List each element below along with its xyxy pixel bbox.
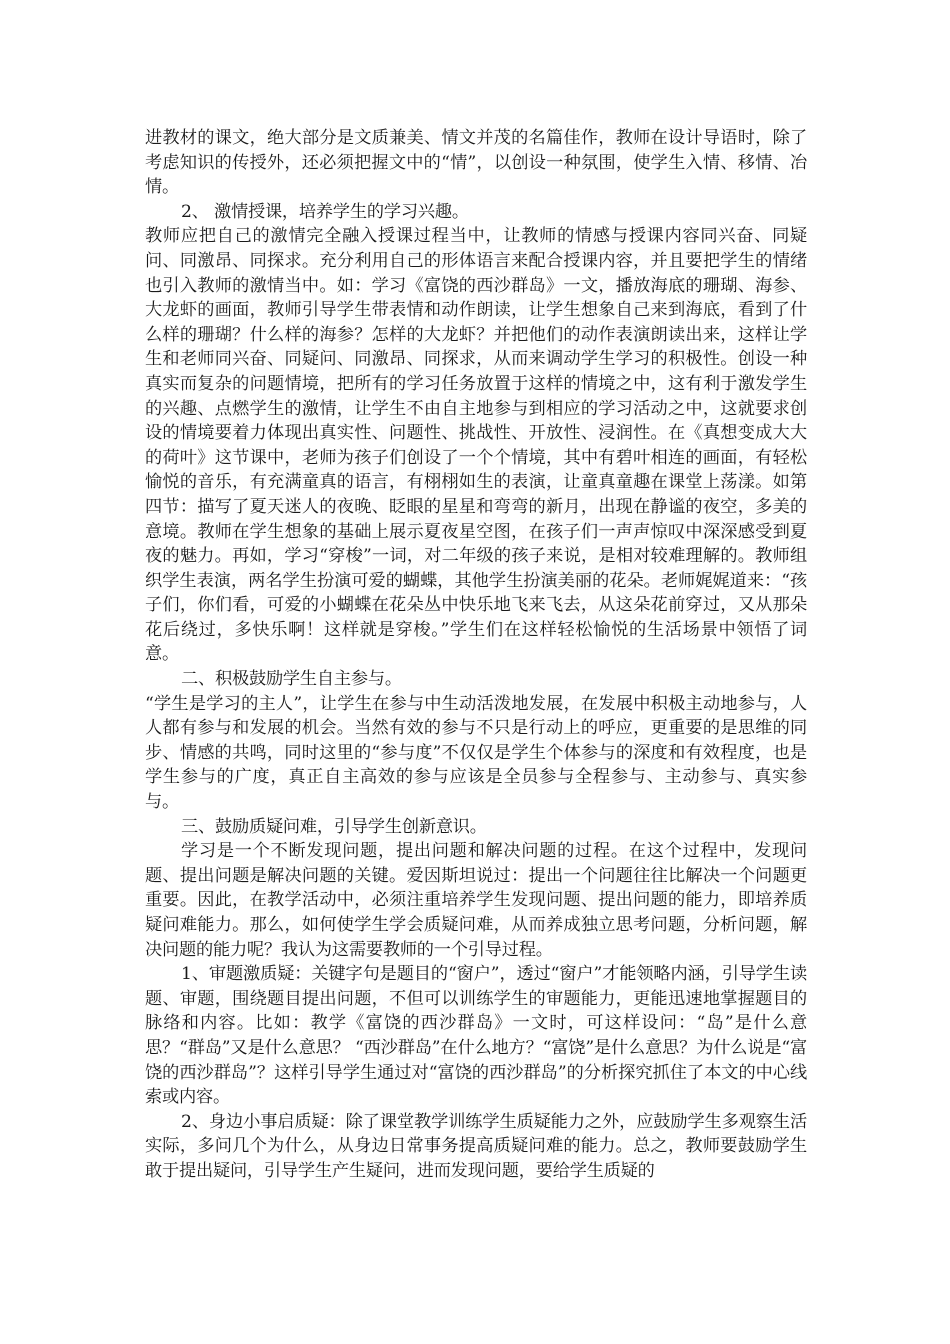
paragraph-5: “学生是学习的主人”，让学生在参与中生动活泼地发展，在发展中积极主动地参与，人人都有参与和发展的机会。当然有效的参与不只是行动上的呼应，更重要的是思维的同步、情感的共鸣，同时这里的“参与度”不仅仅是学生个体参与的深度和有效程度，也是学生参与的广度，真正自主高效的参与应该是全员参与全程参与、主动参与、真实参与。 — [145, 693, 807, 813]
paragraph-7: 学习是一个不断发现问题，提出问题和解决问题的过程。在这个过程中，发现问题、提出问题是解决问题的关键。爱因斯坦说过：提出一个问题往往比解决一个问题更重要。因此，在教学活动中，必须注重培养学生发现问题、提出问题的能力，即培养质疑问难能力。那么，如何使学生学会质疑问难，从而养成独立思考问题，分析问题，解决问题的能力呢？我认为这需要教师的一个引导过程。 — [145, 841, 807, 960]
document-body — [145, 126, 807, 1184]
paragraph-9: 2、身边小事启质疑：除了课堂教学训练学生质疑能力之外，应鼓励学生多观察生活实际，多问几个为什么，从身边日常事务提高质疑问难的能力。总之，教师要鼓励学生敢于提出疑问，引导学生产生疑问，进而发现问题，要给学生质疑的 — [145, 1111, 807, 1181]
paragraph-1: 进教材的课文，绝大部分是文质兼美、情文并茂的名篇佳作，教师在设计导语时，除了考虑知识的传授外，还必须把握文中的“情”，以创设一种氛围，使学生入情、移情、冶情。 — [145, 128, 807, 198]
paragraph-6-heading: 三、鼓励质疑问难，引导学生创新意识。 — [181, 816, 487, 837]
paragraph-3: 教师应把自己的激情完全融入授课过程当中，让教师的情感与授课内容同兴奋、同疑问、同激昂、同探求。充分利用自己的形体语言来配合授课内容，并且要把学生的情绪也引入教师的激情当中。如：学习《富饶的西沙群岛》一文，播放海底的珊瑚、海参、大龙虾的画面，教师引导学生带表情和动作朗读，让学生想象自己来到海底，看到了什么样的珊瑚？什么样的海参？怎样的大龙虾？并把他们的动作表演朗读出来，这样让学生和老师同兴奋、同疑问、同激昂、同探求，从而来调动学生学习的积极性。创设一种真实而复杂的问题情境，把所有的学习任务放置于这样的情境之中，这有利于激发学生的兴趣、点燃学生的激情，让学生不由自主地参与到相应的学习活动之中，这就要求创设的情境要着力体现出真实性、问题性、挑战性、开放性、浸润性。在《真想变成大大的荷叶》这节课中，老师为孩子们创设了一个个情境，其中有碧叶相连的画面，有轻松愉悦的音乐，有充满童真的语言，有栩栩如生的表演，让童真童趣在课堂上荡漾。如第四节：描写了夏天迷人的夜晚、眨眼的星星和弯弯的新月，出现在静谧的夜空，多美的意境。教师在学生想象的基础上展示夏夜星空图，在孩子们一声声惊叹中深深感受到夏夜的魅力。再如，学习“穿梭”一词，对二年级的孩子来说，是相对较难理解的。教师组织学生表演，两名学生扮演可爱的蝴蝶，其他学生扮演美丽的花朵。老师娓娓道来：“孩子们，你们看，可爱的小蝴蝶在花朵丛中快乐地飞来飞去，从这朵花前穿过，又从那朵花后绕过，多快乐啊！这样就是穿梭。”学生们在这样轻松愉悦的生活场景中领悟了词意。 — [145, 226, 807, 665]
paragraph-4-heading: 二、积极鼓励学生自主参与。 — [181, 669, 402, 690]
paragraph-2-heading: 2、 激情授课，培养学生的学习兴趣。 — [181, 201, 469, 222]
paragraph-8: 1、审题激质疑：关键字句是题目的“窗户”，透过“窗户”才能领略内涵，引导学生读题、审题，围绕题目提出问题，不但可以训练学生的审题能力，更能迅速地掌握题目的脉络和内容。比如：教学《富饶的西沙群岛》一文时，可这样设问：“岛”是什么意思？“群岛”又是什么意思？ “西沙群岛”在什么地方？“富饶”是什么意思？为什么说是“富饶的西沙群岛”？这样引导学生通过对“富饶的西沙群岛”的分析探究抓住了本文的中心线索或内容。 — [145, 964, 807, 1108]
